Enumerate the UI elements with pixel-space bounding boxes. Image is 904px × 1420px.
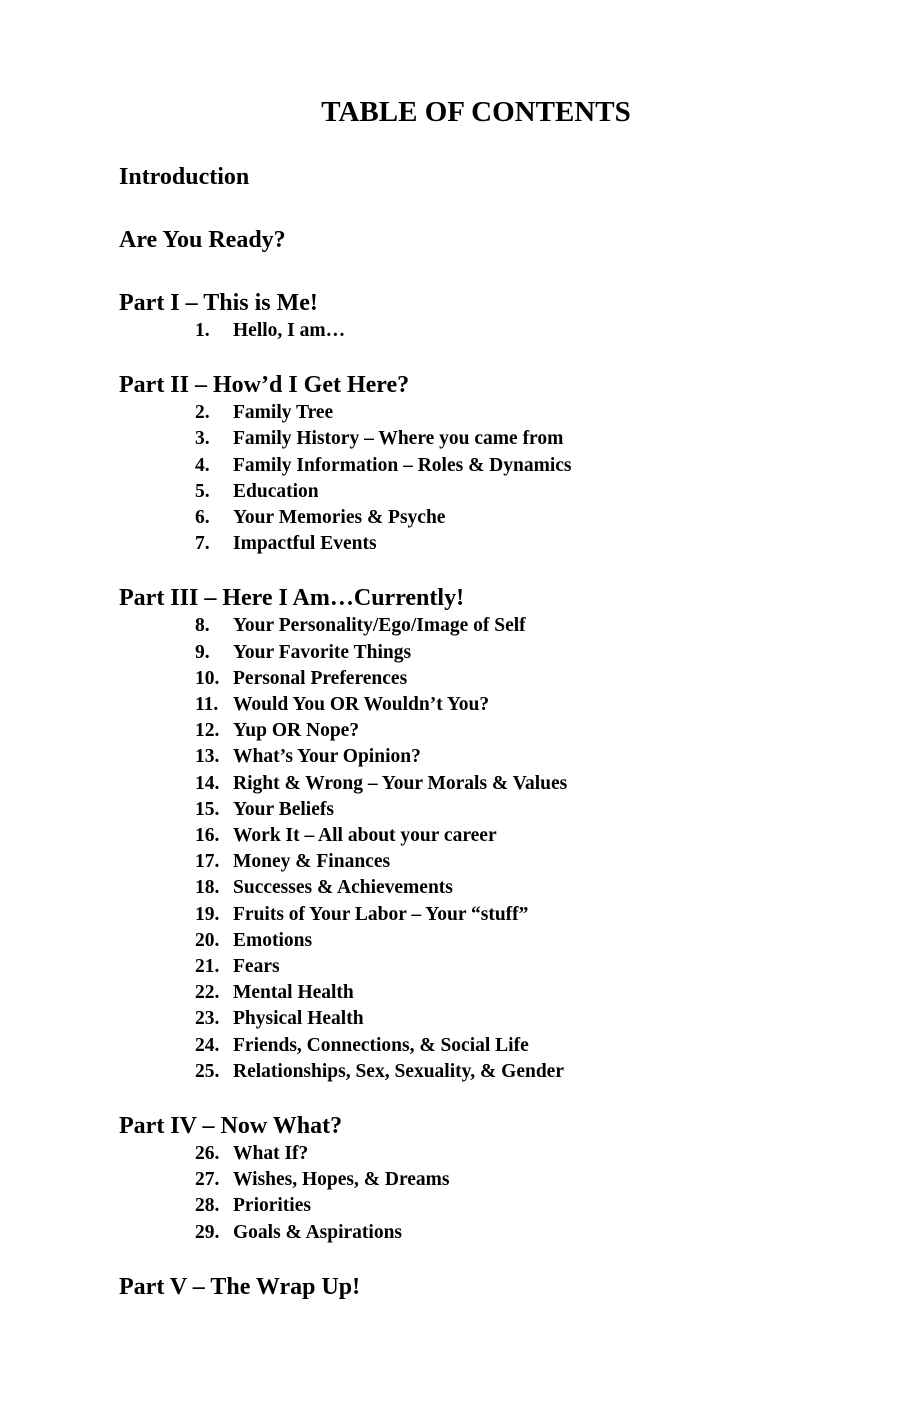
chapter-entry xyxy=(195,875,904,901)
chapter-entry xyxy=(195,318,904,344)
chapter-entry xyxy=(195,479,904,505)
toc-section xyxy=(119,226,904,255)
chapter-number: 27. xyxy=(195,1169,220,1191)
toc-section xyxy=(119,1112,904,1246)
chapter-number: 5. xyxy=(195,480,210,502)
chapter-number: 18. xyxy=(195,877,220,899)
table-of-contents-page xyxy=(0,95,904,1336)
toc-section xyxy=(119,584,904,1085)
chapter-title: Fears xyxy=(233,956,280,978)
chapter-number: 16. xyxy=(195,825,220,847)
chapter-title: Your Memories & Psyche xyxy=(233,507,446,529)
chapter-entry xyxy=(195,505,904,531)
chapter-title: Family Information – Roles & Dynamics xyxy=(233,454,572,476)
chapter-number: 9. xyxy=(195,641,210,663)
chapter-title: Relationships, Sex, Sexuality, & Gender xyxy=(233,1060,564,1082)
chapter-number: 12. xyxy=(195,720,220,742)
chapter-title: Yup OR Nope? xyxy=(233,720,360,742)
chapter-entry xyxy=(195,771,904,797)
chapter-entry xyxy=(195,1033,904,1059)
chapter-title: Fruits of Your Labor – Your “stuff” xyxy=(233,903,529,925)
chapter-number: 22. xyxy=(195,982,220,1004)
chapter-entry xyxy=(195,640,904,666)
toc-section xyxy=(119,163,904,192)
chapter-number: 7. xyxy=(195,533,210,555)
chapter-entry xyxy=(195,1141,904,1167)
chapter-number: 28. xyxy=(195,1195,220,1217)
chapter-title: Family Tree xyxy=(233,402,334,424)
chapter-title: Money & Finances xyxy=(233,851,391,873)
chapter-number: 17. xyxy=(195,851,220,873)
chapter-title: Physical Health xyxy=(233,1008,364,1030)
chapter-title: Personal Preferences xyxy=(233,667,408,689)
chapter-title: Mental Health xyxy=(233,982,354,1004)
chapter-number: 25. xyxy=(195,1060,220,1082)
chapter-number: 20. xyxy=(195,929,220,951)
chapter-title: Successes & Achievements xyxy=(233,877,453,899)
chapter-number: 13. xyxy=(195,746,220,768)
chapter-title: Work It – All about your career xyxy=(233,825,497,847)
chapter-title: Hello, I am… xyxy=(233,320,346,341)
chapter-title: Your Personality/Ego/Image of Self xyxy=(233,615,526,637)
chapter-number: 24. xyxy=(195,1034,220,1056)
chapter-entry xyxy=(195,1193,904,1219)
chapter-title: Education xyxy=(233,480,319,502)
chapter-number: 2. xyxy=(195,402,210,424)
section-heading: Introduction xyxy=(119,164,250,190)
section-heading: Part III – Here I Am…Currently! xyxy=(119,585,465,612)
chapter-number: 10. xyxy=(195,667,220,689)
chapter-entry xyxy=(195,453,904,479)
chapter-number: 6. xyxy=(195,507,210,529)
chapter-number: 19. xyxy=(195,903,220,925)
chapter-number: 11. xyxy=(195,694,219,716)
toc-section xyxy=(119,371,904,557)
chapter-list xyxy=(119,318,904,344)
chapter-entry xyxy=(195,1059,904,1085)
chapter-title: Impactful Events xyxy=(233,533,377,555)
chapter-number: 1. xyxy=(195,320,210,341)
toc-section xyxy=(119,289,904,344)
chapter-entry xyxy=(195,692,904,718)
chapter-title: Priorities xyxy=(233,1195,311,1217)
chapter-number: 3. xyxy=(195,428,210,450)
chapter-entry xyxy=(195,666,904,692)
chapter-number: 23. xyxy=(195,1008,220,1030)
chapter-entry xyxy=(195,1220,904,1246)
chapter-title: Your Beliefs xyxy=(233,798,334,820)
chapter-title: Wishes, Hopes, & Dreams xyxy=(233,1169,450,1191)
section-heading: Part V – The Wrap Up! xyxy=(119,1273,361,1300)
chapter-number: 4. xyxy=(195,454,210,476)
chapter-title: Emotions xyxy=(233,929,313,951)
chapter-number: 26. xyxy=(195,1143,220,1165)
section-heading: Part IV – Now What? xyxy=(119,1113,343,1140)
chapter-title: Would You OR Wouldn’t You? xyxy=(233,694,490,716)
chapter-number: 14. xyxy=(195,772,220,794)
chapter-title: Goals & Aspirations xyxy=(233,1221,403,1243)
chapter-title: What’s Your Opinion? xyxy=(233,746,421,768)
chapter-number: 29. xyxy=(195,1221,220,1243)
section-heading: Are You Ready? xyxy=(119,227,286,253)
chapter-entry xyxy=(195,531,904,557)
chapter-entry xyxy=(195,954,904,980)
chapter-number: 8. xyxy=(195,615,210,637)
chapter-list xyxy=(119,613,904,1085)
chapter-title: Friends, Connections, & Social Life xyxy=(233,1034,529,1056)
section-heading: Part I – This is Me! xyxy=(119,290,318,316)
chapter-entry xyxy=(195,718,904,744)
chapter-entry xyxy=(195,902,904,928)
chapter-number: 21. xyxy=(195,956,220,978)
chapter-entry xyxy=(195,1167,904,1193)
chapter-entry xyxy=(195,849,904,875)
chapter-entry xyxy=(195,400,904,426)
chapter-entry xyxy=(195,980,904,1006)
chapter-entry xyxy=(195,613,904,639)
section-heading: Part II – How’d I Get Here? xyxy=(119,372,410,399)
chapter-title: Your Favorite Things xyxy=(233,641,412,663)
chapter-entry xyxy=(195,797,904,823)
page-title: TABLE OF CONTENTS xyxy=(321,96,631,128)
chapter-number: 15. xyxy=(195,798,220,820)
toc-section xyxy=(119,1273,904,1302)
chapter-entry xyxy=(195,928,904,954)
chapter-title: What If? xyxy=(233,1143,309,1165)
toc-list xyxy=(0,163,904,1302)
chapter-entry xyxy=(195,823,904,849)
chapter-title: Family History – Where you came from xyxy=(233,428,564,450)
chapter-list xyxy=(119,1141,904,1246)
chapter-title: Right & Wrong – Your Morals & Values xyxy=(233,772,568,794)
chapter-list xyxy=(119,400,904,557)
chapter-entry xyxy=(195,1006,904,1032)
chapter-entry xyxy=(195,426,904,452)
chapter-entry xyxy=(195,744,904,770)
